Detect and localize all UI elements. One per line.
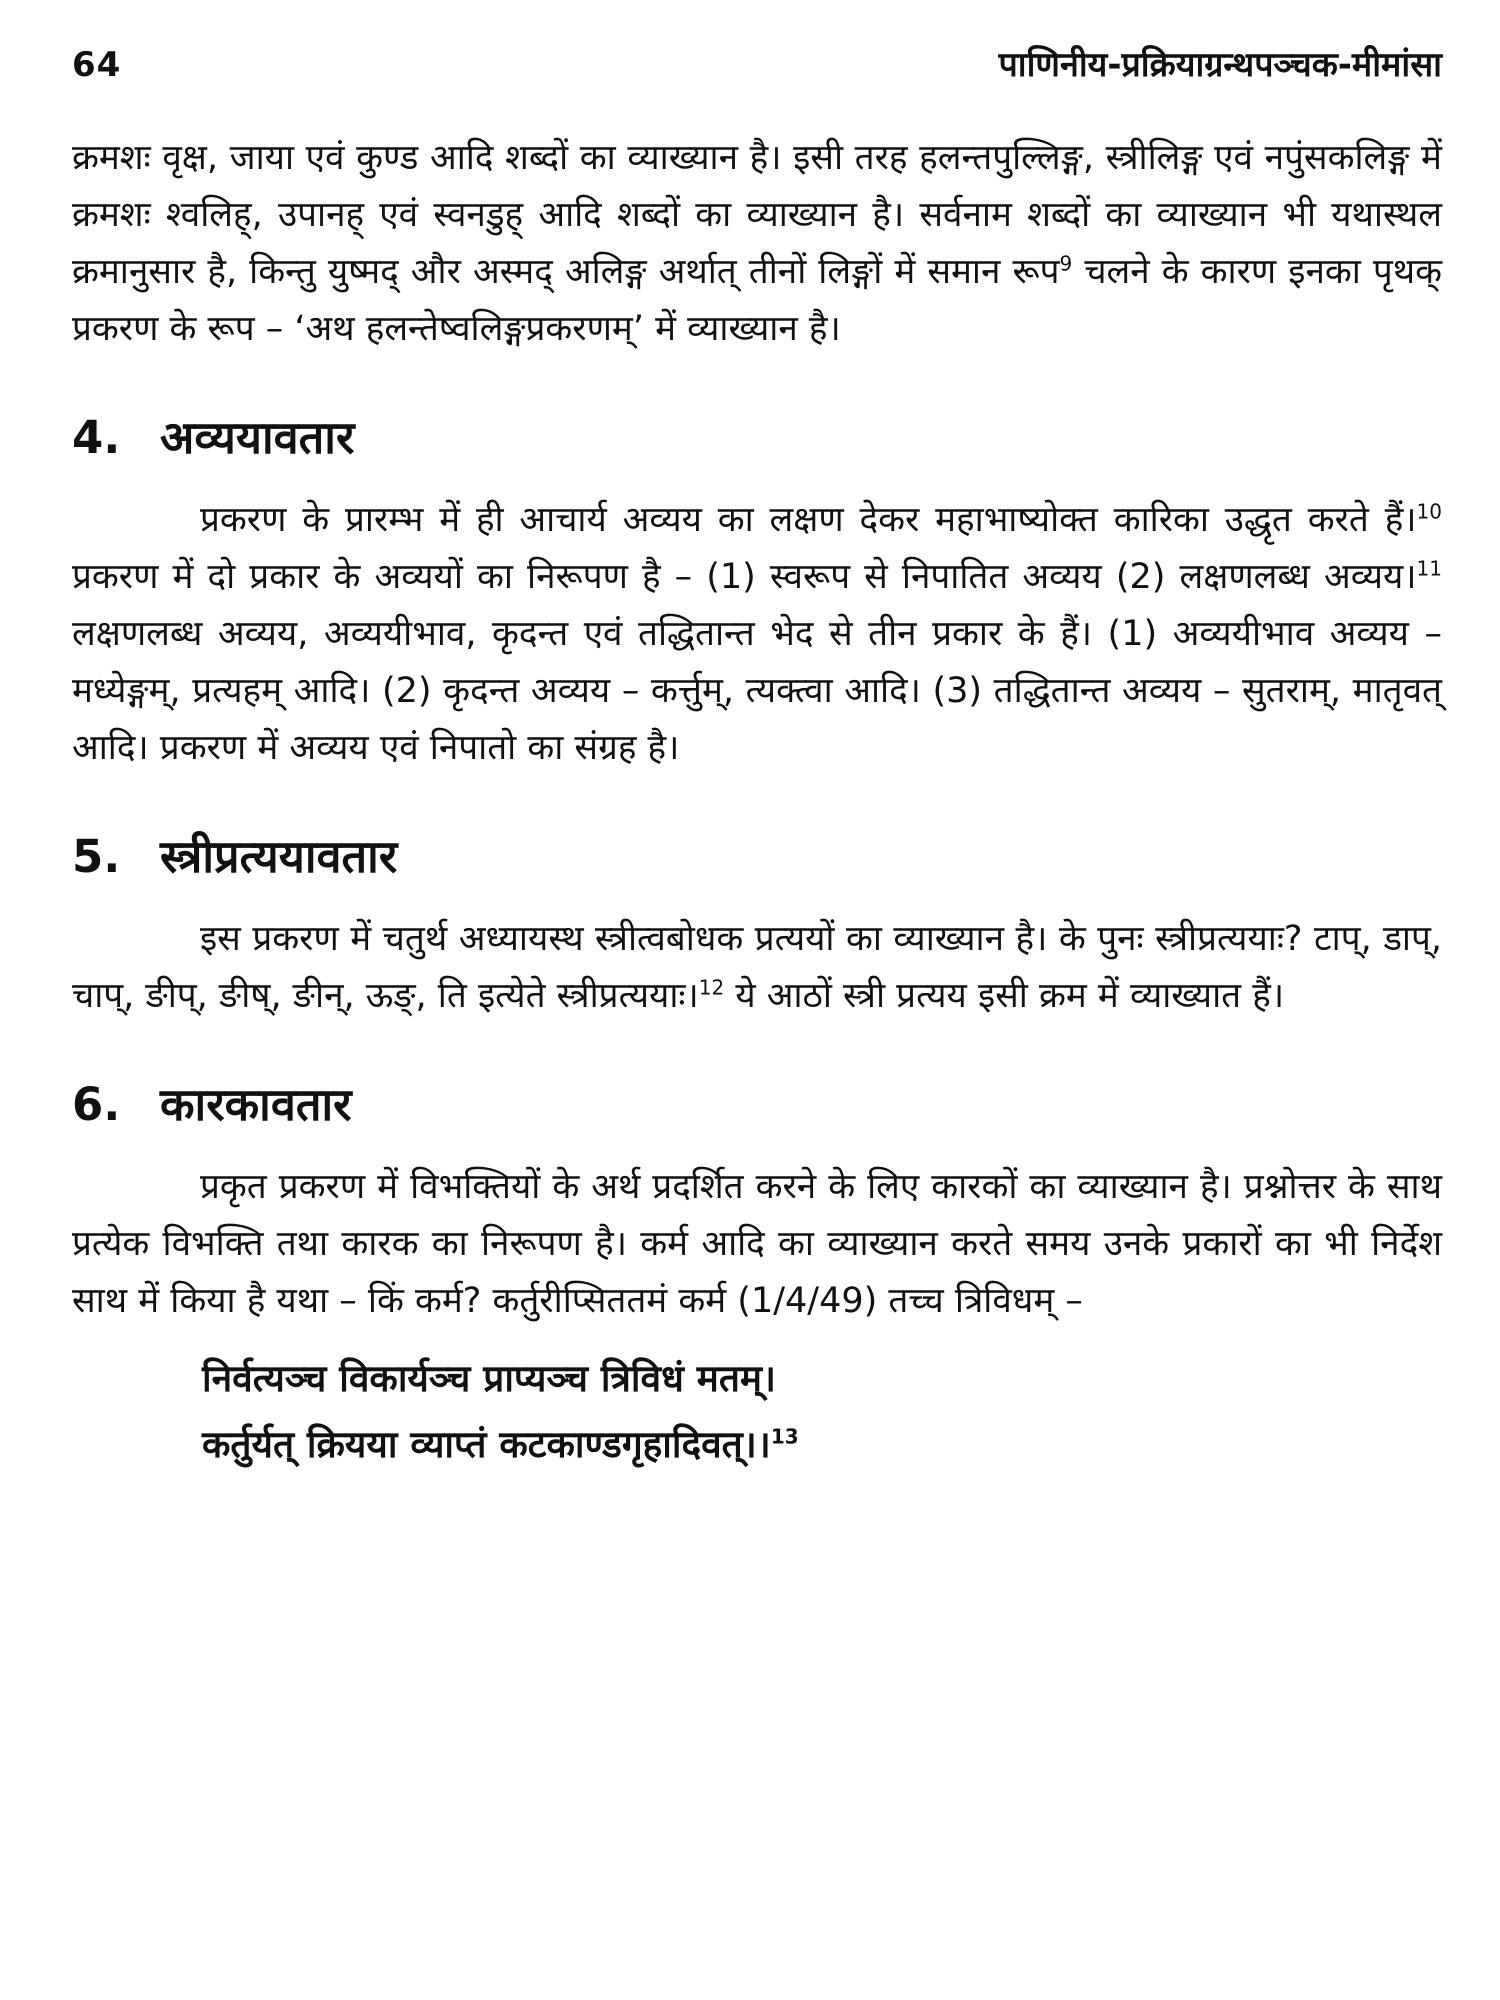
section-heading-karaka (72, 1077, 1442, 1133)
section-title: अव्ययावतार (160, 411, 355, 464)
paragraph-text: प्रकरण में दो प्रकार के अव्ययों का निरूपण है – (1) स्वरूप से निपातित अव्यय (2) लक्षणलब्ध अव्यय। (72, 557, 1417, 597)
verse-line-2-text: कर्तुर्यत् क्रियया व्याप्तं कटकाण्डगृहादिवत्।। (202, 1423, 771, 1466)
footnote-marker: 9 (1059, 251, 1073, 276)
section-heading-avyaya (72, 410, 1442, 466)
section-paragraph-stripratyaya (72, 911, 1442, 1025)
book-title: पाणिनीय-प्रक्रियाग्रन्थपञ्चक-मीमांसा (998, 45, 1442, 85)
footnote-marker: 13 (770, 1424, 799, 1449)
paragraph-text: ये आठों स्त्री प्रत्यय इसी क्रम में व्याख्यात हैं। (724, 976, 1285, 1016)
section-heading-stripratyaya (72, 829, 1442, 885)
paragraph-text: इस प्रकरण में चतुर्थ अध्यायस्थ स्त्रीत्वबोधक प्रत्ययों का व्याख्यान है। के पुनः स्त्रीप्रत्ययाः? टाप्, डाप्, चाप्, ङीप्, ङीष्, ङीन्, ऊङ्, ति इत्येते स्त्रीप्रत्ययाः। (72, 919, 1442, 1016)
page-number: 64 (72, 45, 122, 85)
intro-paragraph-text: क्रमशः वृक्ष, जाया एवं कुण्ड आदि शब्दों का व्याख्यान है। इसी तरह हलन्तपुल्लिङ्ग, स्त्रीलिङ्ग एवं नपुंसकलिङ्ग में क्रमशः श्वलिह्, उपानह् एवं स्वनडुह् आदि शब्दों का व्याख्यान है। सर्वनाम शब्दों का व्याख्यान भी यथास्थल क्रमानुसार है, किन्तु युष्मद् और अस्मद् अलिङ्ग अर्थात् तीनों लिङ्गों में समान रूप$^9$ चलने के कारण इनका पृथक् प्रकरण के रूप – ‘अथ हलन्तेष्वलिङ्गप्रकरणम्’ में व्याख्यान है। (72, 138, 1443, 349)
verse-line-1: निर्वत्यञ्च विकार्यञ्च प्राप्यञ्च त्रिविधं मतम्। (202, 1357, 777, 1400)
paragraph-text: प्रकृत प्रकरण में विभक्तियों के अर्थ प्रदर्शित करने के लिए कारकों का व्याख्यान है। प्रश्नोत्तर के साथ प्रत्येक विभक्ति तथा कारक का निरूपण है। कर्म आदि का व्याख्यान करते समय उनके प्रकारों का भी निर्देश साथ में किया है यथा – किं कर्म? कर्तुरीप्सिततमं कर्म (1/4/49) तच्च त्रिविधम् – (72, 1167, 1442, 1321)
section-paragraph-avyaya (72, 492, 1442, 777)
footnote-marker: 12 (698, 975, 725, 1000)
section-title: स्त्रीप्रत्ययावतार (160, 830, 398, 883)
verse-line-2 (202, 1412, 1442, 1478)
running-header (72, 40, 1442, 100)
footnote-marker: 11 (1416, 556, 1442, 581)
paragraph-text: प्रकरण के प्रारम्भ में ही आचार्य अव्यय का लक्षण देकर महाभाष्योक्त कारिका उद्धृत करते हैं। (200, 500, 1417, 540)
paragraph-text: लक्षणलब्ध अव्यय, अव्ययीभाव, कृदन्त एवं तद्धितान्त भेद से तीन प्रकार के हैं। (1) अव्ययीभाव अव्यय – मध्येङ्गम्, प्रत्यहम् आदि। (2) कृदन्त अव्यय – कर्त्तुम्, त्यक्त्वा आदि। (3) तद्धितान्त अव्यय – सुतराम्, मातृवत् आदि। प्रकरण में अव्यय एवं निपातो का संग्रह है। (72, 614, 1442, 768)
section-number: 5. (72, 830, 121, 883)
section-number: 4. (72, 411, 121, 464)
footnote-marker: 10 (1416, 499, 1442, 524)
section-title: कारकावतार (160, 1078, 352, 1131)
section-number: 6. (72, 1078, 121, 1131)
intro-paragraph (72, 130, 1442, 358)
section-paragraph-karaka (72, 1159, 1442, 1330)
document-page (72, 40, 1442, 1478)
sanskrit-verse (202, 1346, 1442, 1478)
